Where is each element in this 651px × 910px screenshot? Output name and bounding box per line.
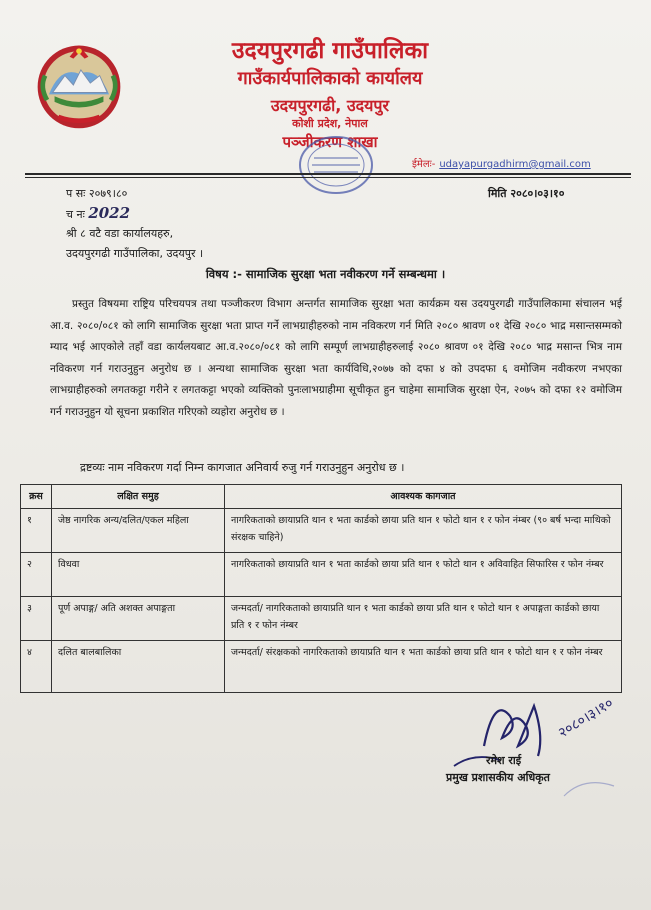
email-address[interactable]: udayapurgadhirm@gmail.com xyxy=(439,159,591,170)
signer-title: प्रमुख प्रशासकीय अधिकृत xyxy=(446,771,550,784)
signer-name: रमेश राई xyxy=(486,754,522,767)
chalani-number xyxy=(66,204,130,222)
row-sn: ४ xyxy=(21,641,52,693)
documents-table xyxy=(20,484,622,693)
row-group: जेष्ठ नागरिक अन्य/दलित/एकल महिला xyxy=(52,509,225,553)
row-group: विधवा xyxy=(52,553,225,597)
province-line: कोशी प्रदेश, नेपाल xyxy=(292,117,368,130)
letter-date: मिति २०८०।०३।१० xyxy=(488,187,565,200)
municipality-name: उदयपुरगढी गाउँपालिका xyxy=(231,38,429,64)
section-name: पञ्जीकरण शाखा xyxy=(282,133,378,151)
row-group: दलित बालबालिका xyxy=(52,641,225,693)
recipient-line-1: श्री ८ वटै वडा कार्यालयहरु, xyxy=(66,227,174,240)
table-header-row xyxy=(21,485,622,509)
chalani-handwritten: 2022 xyxy=(88,204,131,222)
header-sn: क्रस xyxy=(21,485,52,509)
row-sn: ३ xyxy=(21,597,52,641)
row-sn: २ xyxy=(21,553,52,597)
chalani-label: च नः xyxy=(66,208,85,221)
table-row xyxy=(21,597,622,641)
row-group: पूर्ण अपाङ्ग/ अति अशक्त अपाङ्गता xyxy=(52,597,225,641)
header-group: लक्षित समुह xyxy=(52,485,225,509)
patra-sankhya: प सः २०७९।८० xyxy=(66,187,128,200)
row-docs: जन्मदर्ता/ नागरिकताको छायाप्रति थान १ भता कार्डको छाया प्रति थान १ फोटो थान १ अपाङ्गता कार्डको छाया प्रति १ र फोन नंम्बर xyxy=(225,597,622,641)
email-label: ईमेलः- xyxy=(412,159,436,170)
row-sn: १ xyxy=(21,509,52,553)
row-docs: नागरिकताको छायाप्रति थान १ भता कार्डको छाया प्रति थान १ फोटो थान १ र फोन नंम्बर (९० बर्ष भन्दा माथिको संरक्षक चाहिने) xyxy=(225,509,622,553)
letter-body: प्रस्तुत विषयमा राष्ट्रिय परिचयपत्र तथा पञ्जीकरण विभाग अन्तर्गत सामाजिक सुरक्षा भता कार्यक्रम यस उदयपुरगढी गाउँपालिकामा संचालन भई आ.व. २०८०/०८१ को लागि सामाजिक सुरक्षा भता प्राप्त गर्ने लाभग्राहीहरुको नाम नविकरण गर्न मिति २०८० श्रावण ०१ देखि २०८० भाद्र मसान्तसम्मको म्याद भई आएकोले तहाँ वडा कार्यलयबाट आ.व.२०८०/०८१ को लागि सम्पूर्ण लाभग्राहीहरुलाई २०८० श्रावण ०१ देखि २०८० भाद्र मसान्त भित्र नाम नविकरण गर्न गराउनुहुन अनुरोध छ । अन्यथा सामाजिक सुरक्षा भता कार्यविधि,२०७७ को दफा ४ को उपदफा ६ वमोजिम नवीकरण नभएका लाभग्राहीहरुको लगतकट्टा गरीने र लगतकट्टा भएको व्यक्तिको पुनःलाभग्राहीमा सूचीकृत हुन चाहेमा सामाजिक सुरक्षा ऐन, २०७५ को दफा १२ वमोजिम गर्न गराउनुहुन यो सूचना प्रकाशित गरिएको व्यहोरा अनुरोध छ । xyxy=(50,298,622,418)
row-docs: जन्मदर्ता/ संरक्षकको नागरिकताको छायाप्रति थान १ भता कार्डको छाया प्रति थान १ फोटो थान १ र फोन नंम्बर xyxy=(225,641,622,693)
letter-subject: विषय :- सामाजिक सुरक्षा भता नवीकरण गर्ने सम्बन्धमा । xyxy=(205,267,446,281)
row-docs: नागरिकताको छायाप्रति थान १ भता कार्डको छाया प्रति थान १ फोटो थान १ अविवाहित सिफारिस र फोन नंम्बर xyxy=(225,553,622,597)
table-row xyxy=(21,509,622,553)
recipient-line-2: उदयपुरगढी गाउँपालिका, उदयपुर । xyxy=(66,247,204,260)
office-address: उदयपुरगढी, उदयपुर xyxy=(270,96,390,115)
email-line xyxy=(412,156,591,170)
office-name: गाउँकार्यपालिकाको कार्यालय xyxy=(237,68,423,89)
header-rule-bottom xyxy=(25,177,631,178)
office-stamp xyxy=(296,134,376,196)
note-line: द्रष्टव्यः नाम नविकरण गर्दा निम्न कागजात अनिवार्य रुजु गर्न गराउनुहुन अनुरोध छ । xyxy=(80,461,405,474)
header-rule-top xyxy=(25,173,631,175)
table-row xyxy=(21,553,622,597)
header-docs: आवश्यक कागजात xyxy=(225,485,622,509)
handwritten-signature xyxy=(414,676,651,816)
handwritten-date: २०८०।३।१० xyxy=(555,695,617,742)
